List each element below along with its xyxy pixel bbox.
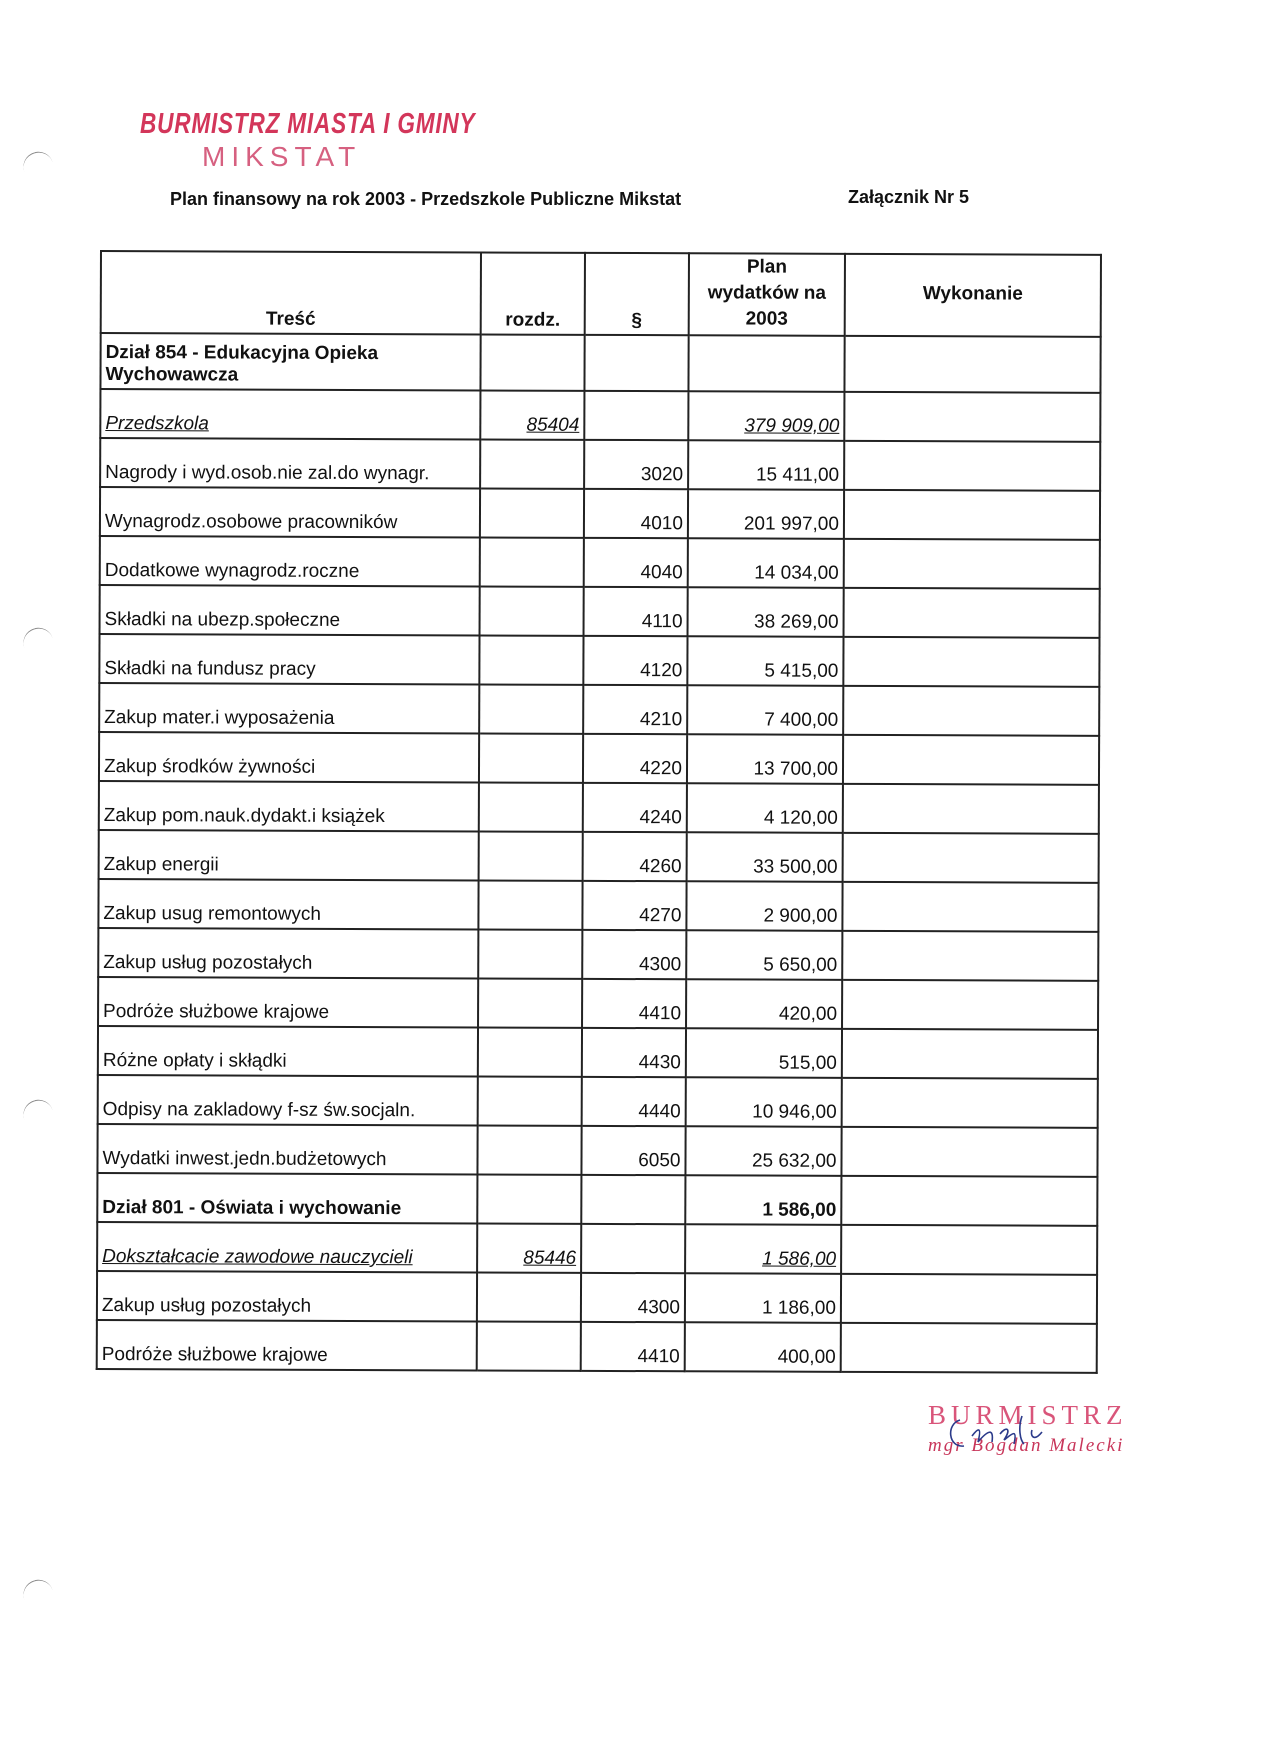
cell-tresc <box>99 683 479 733</box>
cell-paragraph <box>584 587 688 636</box>
handwritten-signature <box>948 1406 1068 1456</box>
cell-wykonanie <box>842 882 1098 932</box>
punch-hole-mark <box>19 624 54 653</box>
cell-plan <box>688 391 844 441</box>
cell-tresc-text: Dodatkowe wynagrodz.roczne <box>104 560 360 582</box>
cell-tresc <box>99 781 479 831</box>
table-row <box>99 830 1099 883</box>
cell-tresc <box>100 438 480 488</box>
cell-rozdz <box>477 1321 581 1370</box>
cell-rozdz <box>479 684 583 733</box>
cell-plan <box>688 538 844 588</box>
cell-paragraph <box>582 979 686 1028</box>
cell-paragraph-text: 3020 <box>640 464 684 486</box>
cell-plan-text: 420,00 <box>778 1003 838 1025</box>
cell-tresc-text: Zakup środków żywności <box>103 756 316 778</box>
cell-plan-text: 515,00 <box>778 1052 837 1074</box>
cell-paragraph-text: 4260 <box>639 856 682 878</box>
cell-plan <box>688 335 844 392</box>
table-row <box>97 1271 1097 1324</box>
table-row <box>100 438 1100 491</box>
cell-paragraph <box>584 335 688 391</box>
cell-plan <box>686 979 842 1029</box>
cell-paragraph-text: 4040 <box>640 562 683 584</box>
table-row <box>97 1320 1097 1373</box>
cell-rozdz <box>478 880 582 929</box>
cell-rozdz <box>477 1174 581 1223</box>
cell-paragraph <box>581 1224 685 1273</box>
table-row <box>99 634 1099 687</box>
table-row <box>100 487 1100 540</box>
cell-wykonanie <box>843 833 1099 883</box>
cell-plan-text: 5 650,00 <box>763 954 838 976</box>
cell-wykonanie <box>844 392 1100 442</box>
cell-tresc-text: Podróże służbowe krajowe <box>101 1344 328 1366</box>
cell-plan-text: 1 186,00 <box>761 1297 836 1319</box>
header-wykonanie: Wykonanie <box>845 254 1101 337</box>
cell-tresc <box>100 333 480 390</box>
cell-tresc <box>100 585 480 635</box>
cell-paragraph-text: 4210 <box>639 709 683 731</box>
cell-rozdz <box>479 831 583 880</box>
cell-tresc <box>97 1124 477 1174</box>
header-tresc: Treść <box>101 251 481 334</box>
cell-plan-text: 1 586,00 <box>762 1199 837 1221</box>
cell-plan-text: 15 411,00 <box>755 464 840 486</box>
cell-tresc-text: Przedszkola <box>105 413 209 435</box>
cell-tresc <box>98 1026 478 1076</box>
cell-wykonanie <box>843 784 1099 834</box>
annex-label: Załącznik Nr 5 <box>848 187 970 207</box>
cell-paragraph-text: 6050 <box>638 1150 681 1172</box>
cell-wykonanie <box>841 1127 1097 1177</box>
header-paragraph: § <box>585 253 689 335</box>
cell-plan-text: 7 400,00 <box>764 709 839 731</box>
cell-rozdz <box>480 439 584 488</box>
punch-hole-mark <box>19 1096 54 1125</box>
cell-plan <box>685 1126 841 1176</box>
cell-tresc <box>98 879 478 929</box>
cell-paragraph <box>584 440 688 489</box>
cell-tresc-text: Zakup usug remontowych <box>103 903 322 925</box>
cell-plan-text: 400,00 <box>777 1346 836 1368</box>
cell-tresc-text: Odpisy na zakladowy f-sz św.socjaln. <box>102 1099 416 1122</box>
header-plan <box>689 253 845 336</box>
cell-plan <box>688 587 844 637</box>
cell-tresc-text: Zakup mater.i wyposażenia <box>104 707 335 729</box>
cell-paragraph <box>583 734 687 783</box>
cell-tresc <box>99 732 479 782</box>
cell-tresc-text: Zakup pom.nauk.dydakt.i książek <box>103 805 385 828</box>
cell-wykonanie <box>841 1225 1097 1275</box>
cell-tresc <box>98 1075 478 1125</box>
cell-plan <box>685 1273 841 1323</box>
cell-plan <box>688 489 844 539</box>
cell-wykonanie <box>841 1274 1097 1324</box>
cell-tresc-text: Podróże służbowe krajowe <box>103 1001 330 1023</box>
cell-wykonanie <box>844 490 1100 540</box>
cell-tresc-text: Dokształcacie zawodowe nauczycieli <box>102 1246 413 1269</box>
cell-wykonanie <box>842 1029 1098 1079</box>
cell-plan <box>688 440 844 490</box>
cell-paragraph <box>582 1077 686 1126</box>
cell-plan <box>685 1175 841 1225</box>
cell-tresc-text: Wydatki inwest.jedn.budżetowych <box>102 1148 387 1171</box>
cell-plan-text: 5 415,00 <box>764 660 839 682</box>
table-row <box>99 781 1099 834</box>
cell-wykonanie <box>842 931 1098 981</box>
cell-tresc-text: Dział 854 - Edukacyjna Opieka Wychowawcza <box>105 342 379 386</box>
cell-rozdz <box>478 1027 582 1076</box>
cell-rozdz-text: 85446 <box>523 1247 577 1269</box>
cell-paragraph <box>583 685 687 734</box>
cell-rozdz <box>480 586 584 635</box>
cell-plan <box>687 734 843 784</box>
cell-paragraph-text: 4120 <box>640 660 683 682</box>
cell-plan <box>687 783 843 833</box>
cell-rozdz <box>477 1125 581 1174</box>
cell-paragraph-text: 4010 <box>640 513 683 535</box>
cell-paragraph <box>584 538 688 587</box>
cell-tresc-text: Dział 801 - Oświata i wychowanie <box>102 1197 402 1220</box>
cell-tresc <box>98 928 478 978</box>
cell-paragraph <box>584 489 688 538</box>
cell-plan-text: 13 700,00 <box>753 758 839 780</box>
cell-paragraph-text: 4110 <box>641 611 683 633</box>
cell-paragraph <box>583 636 687 685</box>
cell-wykonanie <box>842 1078 1098 1128</box>
cell-rozdz <box>480 488 584 537</box>
cell-paragraph <box>584 391 688 440</box>
cell-wykonanie <box>841 1323 1097 1373</box>
signature-name: mgr Bogdan Malecki <box>928 1435 1125 1456</box>
cell-tresc <box>100 536 480 586</box>
cell-tresc-text: Zakup usług pozostałych <box>101 1295 312 1317</box>
cell-wykonanie <box>844 336 1100 393</box>
cell-wykonanie <box>841 1176 1097 1226</box>
cell-rozdz <box>479 733 583 782</box>
cell-tresc <box>97 1173 477 1223</box>
table-row <box>98 879 1098 932</box>
cell-wykonanie <box>844 588 1100 638</box>
punch-hole-mark <box>19 1576 54 1605</box>
cell-wykonanie <box>843 735 1099 785</box>
table-row <box>99 732 1099 785</box>
cell-paragraph <box>582 930 686 979</box>
cell-paragraph-text: 4220 <box>639 758 683 780</box>
table-row <box>100 333 1100 393</box>
header-plan-line-1: Plan <box>746 256 788 278</box>
cell-tresc <box>99 634 479 684</box>
cell-plan <box>686 881 842 931</box>
cell-wykonanie <box>844 539 1100 589</box>
cell-rozdz <box>480 334 584 390</box>
header-plan-line-3: 2003 <box>745 308 788 330</box>
cell-paragraph-text: 4410 <box>637 1346 680 1368</box>
cell-rozdz <box>480 390 584 439</box>
cell-plan <box>687 636 843 686</box>
cell-tresc-text: Składki na fundusz pracy <box>104 658 316 680</box>
cell-tresc <box>97 1320 477 1370</box>
cell-paragraph-text: 4440 <box>638 1101 681 1123</box>
cell-plan <box>687 832 843 882</box>
punch-hole-mark <box>19 148 54 177</box>
cell-paragraph-text: 4240 <box>639 807 682 829</box>
table-row <box>97 1173 1097 1226</box>
table-row <box>98 1026 1098 1079</box>
cell-rozdz <box>478 929 582 978</box>
cell-plan-text: 14 034,00 <box>754 562 839 584</box>
table-row <box>99 683 1099 736</box>
table-row <box>100 536 1100 589</box>
header-plan-line-2: wydatków na <box>707 282 827 304</box>
cell-paragraph <box>583 832 687 881</box>
cell-paragraph <box>581 1175 685 1224</box>
table-row <box>97 1124 1097 1177</box>
cell-wykonanie <box>842 980 1098 1030</box>
header-rozdz: rozdz. <box>481 252 585 334</box>
cell-plan-text: 33 500,00 <box>753 856 838 878</box>
cell-paragraph-text: 4410 <box>638 1003 682 1025</box>
cell-plan <box>686 1028 842 1078</box>
cell-tresc <box>100 389 480 439</box>
signature-title: BURMISTRZ <box>928 1400 1128 1430</box>
stamp-line-2: MIKSTAT <box>202 141 362 172</box>
table-row <box>100 585 1100 638</box>
cell-rozdz-text: 85404 <box>526 414 580 436</box>
cell-rozdz <box>478 978 582 1027</box>
cell-tresc <box>97 1271 477 1321</box>
cell-plan-text: 4 120,00 <box>763 807 838 829</box>
cell-rozdz <box>477 1223 581 1272</box>
cell-paragraph-text: 4300 <box>637 1297 680 1319</box>
table-row <box>100 389 1100 442</box>
cell-plan-text: 38 269,00 <box>754 611 839 633</box>
cell-tresc-text: Składki na ubezp.społeczne <box>104 609 341 631</box>
table-row <box>97 1222 1097 1275</box>
cell-plan-text: 25 632,00 <box>751 1150 837 1172</box>
cell-paragraph <box>582 1028 686 1077</box>
cell-tresc-text: Nagrody i wyd.osob.nie zal.do wynagr. <box>105 462 430 485</box>
cell-rozdz <box>479 782 583 831</box>
financial-plan-table <box>96 250 1102 1374</box>
cell-paragraph-text: 4430 <box>638 1052 681 1074</box>
cell-wykonanie <box>843 686 1099 736</box>
cell-plan-text: 1 586,00 <box>762 1248 837 1270</box>
cell-tresc <box>97 1222 477 1272</box>
cell-wykonanie <box>843 637 1099 687</box>
cell-rozdz <box>480 537 584 586</box>
cell-plan-text: 379 909,00 <box>744 415 840 437</box>
cell-plan <box>687 685 843 735</box>
cell-tresc-text: Zakup usług pozostałych <box>103 952 313 974</box>
cell-rozdz <box>477 1272 581 1321</box>
cell-wykonanie <box>844 441 1100 491</box>
cell-tresc <box>98 977 478 1027</box>
cell-plan-text: 10 946,00 <box>752 1101 837 1123</box>
cell-tresc <box>99 830 479 880</box>
document-title: Plan finansowy na rok 2003 - Przedszkole Publiczne Mikstat <box>170 189 682 209</box>
cell-plan <box>686 1077 842 1127</box>
cell-paragraph <box>581 1126 685 1175</box>
stamp-line-1: BURMISTRZ MIASTA I GMINY <box>140 108 476 140</box>
cell-rozdz <box>479 635 583 684</box>
table-row <box>98 977 1098 1030</box>
table-row <box>98 1075 1098 1128</box>
cell-tresc <box>100 487 480 537</box>
cell-plan-text: 2 900,00 <box>763 905 838 927</box>
cell-plan <box>685 1224 841 1274</box>
cell-paragraph <box>581 1322 685 1371</box>
cell-plan <box>685 1322 841 1372</box>
cell-paragraph-text: 4270 <box>639 905 682 927</box>
cell-paragraph <box>583 783 687 832</box>
office-stamp <box>140 108 570 173</box>
cell-paragraph-text: 4300 <box>638 954 682 976</box>
cell-paragraph <box>582 881 686 930</box>
cell-plan-text: 201 997,00 <box>743 513 839 535</box>
table-row <box>98 928 1098 981</box>
cell-tresc-text: Wynagrodz.osobowe pracowników <box>104 511 398 534</box>
cell-plan <box>686 930 842 980</box>
cell-tresc-text: Zakup energii <box>103 854 219 876</box>
signature-stamp <box>928 1400 1128 1457</box>
cell-tresc-text: Różne opłaty i skłądki <box>102 1050 287 1072</box>
cell-rozdz <box>478 1076 582 1125</box>
cell-paragraph <box>581 1273 685 1322</box>
